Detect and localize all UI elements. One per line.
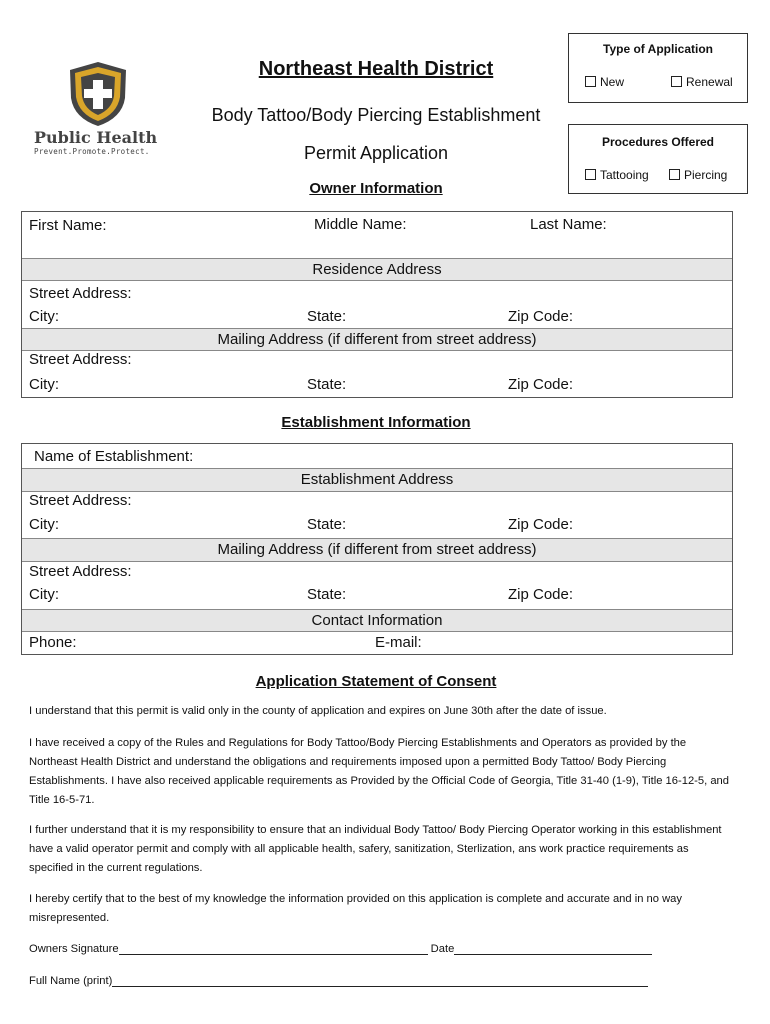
est-mailing-zip-field[interactable]: Zip Code: (508, 586, 574, 603)
est-street-row (22, 492, 732, 515)
renewal-label: Renewal (686, 75, 733, 89)
last-name-field[interactable]: Last Name: (530, 216, 607, 233)
consent-paragraph-4: I hereby certify that to the best of my knowledge the information provided on this application is complete and accurate and in no way misrepresented. (29, 893, 682, 924)
mailing-address-header: Mailing Address (if different from street address) (22, 328, 732, 351)
middle-name-field[interactable]: Middle Name: (314, 216, 407, 233)
establishment-name-field[interactable]: Name of Establishment: (34, 448, 194, 465)
est-mailing-state-field[interactable]: State: (307, 586, 347, 603)
procedures-offered-box (568, 124, 748, 194)
checkbox-icon[interactable] (585, 169, 596, 180)
owner-info-table (21, 211, 733, 398)
email-field[interactable]: E-mail: (375, 634, 422, 651)
est-mailing-street-field[interactable]: Street Address: (29, 563, 132, 580)
est-street-field[interactable]: Street Address: (29, 492, 132, 509)
city-field[interactable]: City: (29, 308, 59, 325)
est-zip-field[interactable]: Zip Code: (508, 516, 574, 533)
full-name-row (29, 974, 648, 987)
logo-tagline: Prevent.Promote.Protect. (34, 147, 150, 156)
full-name-label: Full Name (print) (29, 975, 113, 987)
logo-text: Public Health (34, 128, 158, 147)
type-box-title: Type of Application (603, 42, 713, 56)
consent-heading: Application Statement of Consent (255, 673, 497, 690)
checkbox-icon[interactable] (669, 169, 680, 180)
establishment-heading: Establishment Information (281, 414, 471, 431)
street-row (22, 282, 732, 305)
public-health-logo (28, 58, 168, 158)
contact-information-header: Contact Information (22, 609, 732, 632)
est-mailing-address-header: Mailing Address (if different from street address) (22, 538, 732, 562)
phone-field[interactable]: Phone: (29, 634, 77, 651)
owners-signature-label: Owners Signature (29, 943, 119, 955)
procedures-box-title: Procedures Offered (601, 135, 715, 149)
mailing-zip-field[interactable]: Zip Code: (508, 376, 574, 393)
checkbox-icon[interactable] (585, 76, 596, 87)
establishment-info-table (21, 443, 733, 655)
piercing-checkbox[interactable] (669, 168, 727, 182)
owner-heading: Owner Information (309, 180, 443, 197)
establishment-address-header: Establishment Address (22, 468, 732, 492)
date-line[interactable] (454, 942, 652, 955)
consent-paragraph-1: I understand that this permit is valid only in the county of application and expires on June 30th after the date of issue. (29, 705, 607, 717)
est-mailing-street-row (22, 563, 732, 586)
date-label: Date (430, 943, 455, 955)
city-row (22, 306, 732, 329)
mailing-state-field[interactable]: State: (307, 376, 347, 393)
tattooing-label: Tattooing (600, 168, 649, 182)
name-row (22, 212, 732, 258)
state-field[interactable]: State: (307, 308, 347, 325)
type-of-application-box (568, 33, 748, 103)
mailing-city-row (22, 375, 732, 398)
contact-row (22, 632, 732, 655)
est-city-field[interactable]: City: (29, 516, 59, 533)
mailing-city-field[interactable]: City: (29, 376, 59, 393)
mailing-street-field[interactable]: Street Address: (29, 351, 132, 368)
consent-paragraph-2: I have received a copy of the Rules and Regulations for Body Tattoo/Body Piercing Establishments and Operators as provided by the Northeast Health District and understand the obligations and requirements imposed upon a permitted Body Tattoo/ Body Piercing Establishments. I have also received applicable requirements as Provided by the Official Code of Georgia, Title 31-40 (1-9), Title 16-12-5, and Title 16-5-71. (29, 737, 730, 806)
street-address-field[interactable]: Street Address: (29, 285, 132, 302)
shield-cross-icon (28, 58, 168, 128)
residence-address-header: Residence Address (22, 258, 732, 281)
full-name-line[interactable] (112, 974, 648, 987)
est-state-field[interactable]: State: (307, 516, 347, 533)
signature-line[interactable] (119, 942, 428, 955)
signature-row (29, 942, 652, 955)
consent-paragraph-3: I further understand that it is my responsibility to ensure that an individual Body Tattoo/ Body Piercing Operator working in this establishment have a valid operator permit and comply with all applicable health, safery, sanitization, Sterlization, ans work practice requirements as specified in the current regulations. (29, 824, 722, 874)
form-subtitle-2: Permit Application (303, 143, 449, 163)
zip-field[interactable]: Zip Code: (508, 308, 574, 325)
checkbox-icon[interactable] (671, 76, 682, 87)
new-label: New (600, 75, 625, 89)
piercing-label: Piercing (684, 168, 728, 182)
renewal-checkbox[interactable] (671, 75, 733, 89)
mailing-street-row (22, 351, 732, 374)
est-mailing-city-field[interactable]: City: (29, 586, 59, 603)
establishment-name-row (22, 444, 732, 468)
form-subtitle: Body Tattoo/Body Piercing Establishment (211, 105, 541, 125)
est-mailing-city-row (22, 586, 732, 610)
tattooing-checkbox[interactable] (585, 168, 649, 182)
new-checkbox[interactable] (585, 75, 624, 89)
first-name-field[interactable]: First Name: (29, 217, 107, 234)
est-city-row (22, 516, 732, 539)
page-title: Northeast Health District (258, 58, 494, 80)
